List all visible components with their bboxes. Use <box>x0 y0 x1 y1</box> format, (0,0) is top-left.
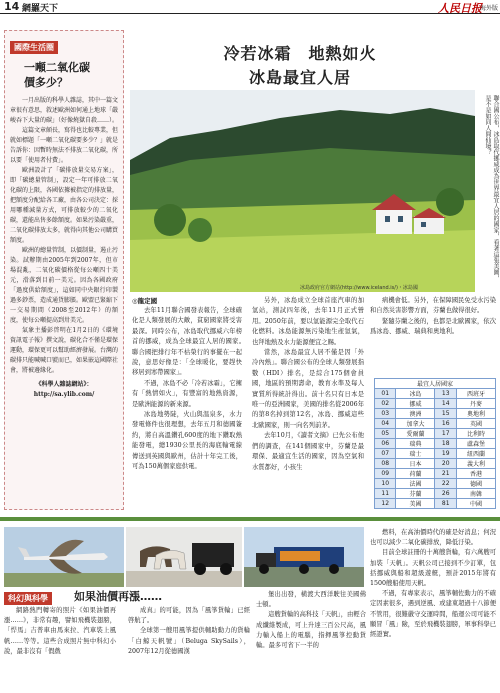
bottom-paragraph: 網路熱門轉寄的照片《如果油價再漲……》，非常有趣，譬如飛機裝翅膀，「悍馬」吉普車由馬來拉、汽車裝上風帆……等等。這些合成照片無中科幻小說，最非沒有「假戲 <box>4 607 116 655</box>
rank-cell: 12 <box>375 499 396 509</box>
sidebar-tag: 國際生活圈 <box>10 41 58 54</box>
bottom-paragraph: 不過，有專家表示，風箏輔佐動力的不確定因素很多，遇到逆風、或建東超過十八節便不管用，很難嚴守交運時間，船運公司可能不願冒「風」險，至於飛機裝翅膀，軍事科學已經證實。 <box>370 590 496 639</box>
sidebar-paragraph: 氣象主播彭啓明在1月2日的《環境資訊電子報》撰文說，碳化合不僅是環保運動，環保更可以幫助經濟發展。台灣的碳排只能喊喊口號而已，如果嵌這國際社會，將被邊緣化。 <box>10 327 119 374</box>
bottom-paragraph: 堡出出發，橫渡大西洋駛往美國佛士頓。 <box>256 591 366 609</box>
sidebar-source <box>10 380 118 400</box>
rank-cell: 02 <box>375 399 396 409</box>
sidebar-title <box>24 60 118 90</box>
bottom-article-title: 如果油價再漲…… <box>74 590 162 603</box>
sidebar-title-line1: 一噸二氧化碳 <box>24 61 90 74</box>
rank-cell: 20 <box>435 459 456 469</box>
rank-cell: 08 <box>375 459 396 469</box>
bottom-paragraph: 這艘貨輪的高科技「天帆」，由輕合成纖維製成，可上升達三百公尺高，風力輸入船上的電腦，指揮風箏控動貨輪。最多可省下一半的 <box>256 611 366 650</box>
livability-ranking-table <box>374 378 496 509</box>
horse-drawn-hummer-photo <box>126 527 242 587</box>
country-cell: 比利時 <box>456 429 495 439</box>
country-cell: 日本 <box>396 459 435 469</box>
sidebar-paragraph: 這篇文章頗長，寫得也比較專業，但就如標題「一噸二氧化碳要多少？」就是告訴你：因暫時無法不排放二氧化碳，所以要「使用者付費」。 <box>10 127 119 164</box>
country-cell: 瑞典 <box>396 439 435 449</box>
country-cell: 丹麥 <box>456 399 495 409</box>
winged-airplane-photo <box>4 527 124 587</box>
rank-cell: 14 <box>435 399 456 409</box>
rank-cell: 26 <box>435 489 456 499</box>
rank-cell: 17 <box>435 429 456 439</box>
article-paragraph: 緊隨芬蘭之後的，也都是北歐國家，依次爲冰島、挪威、瑞典和奧地利。 <box>370 317 496 336</box>
article-paragraph: 去年11月聯合國發表報告，全球確化是人類發展的大敵，貧窮國家將受害最深。同時公布，冰島取代挪威六年榜首的挪威，成為全球最宜人居的國家。 聯合國把排行年不枯榮行的事擺在一起說，意思好像是：「全球暖化，要趕快移居到寒帶國家」。 <box>132 307 249 377</box>
country-cell: 奧地利 <box>456 409 495 419</box>
article-paragraph: 另外，冰島成立全球首座汽車的加氫站，測試四年後，去年11月正式營用。2050年前，要以氫能源完全取代石化燃料。冰島能源無污染地生產氫氣，也拜地熱及水力能源便宜之賜。 <box>252 297 364 346</box>
section-divider <box>0 517 500 521</box>
country-cell: 英國 <box>456 419 495 429</box>
country-cell: 西班牙 <box>456 389 495 399</box>
country-cell: 愛爾蘭 <box>396 429 435 439</box>
rank-cell: 13 <box>435 389 456 399</box>
rank-cell: 01 <box>375 389 396 399</box>
truck-with-sail-illustration <box>244 527 364 587</box>
sidebar-source-url: http://sa.ylib.com/ <box>33 391 95 398</box>
rank-cell: 03 <box>375 409 396 419</box>
table-row <box>375 439 496 449</box>
sidebar-paragraph: 歐洲的總量管制，以價制量，遏止污染。試辦期由2005年到2007年，但市場混亂，二氧化碳價格從每公噸四十美元，滑落到目前一美元。因為各國政府「過度供給額度」，這如同中央銀行印製過多鈔票，造成通貨膨脹。歐盟已緊縮下一交易期間（2008至2012年）的額度，使每公噸提高到卅美元。 <box>10 247 119 324</box>
page-number: 14 <box>4 0 20 13</box>
country-cell: 紐西蘭 <box>456 449 495 459</box>
table-row <box>375 449 496 459</box>
bottom-paragraph: 全球第一艘用風箏提供輔助動力的貨輪「白鯨天帆號」（Beluga SkySails），2007年12月從德國漢 <box>128 627 250 655</box>
rank-cell: 21 <box>435 469 456 479</box>
sidebar-title-line2: 價多少？ <box>24 76 68 89</box>
country-cell: 冰島 <box>396 389 435 399</box>
rank-cell: 15 <box>435 409 456 419</box>
sidebar-paragraph: 歐洲設計了「碳排放量交易方案」，即「碳總量管制」，設定一年可排放二氧化碳的上限，各國依據被指定的排放量，把額度分配給各工廠，由各公司決定：採用哪種減量方式，可排放較少的二氧化碳，還能出售多餘額度。如果污染嚴重，二氧化碳排放太多，就得向其他公司購買額度。 <box>10 167 119 244</box>
country-cell: 盧森堡 <box>456 439 495 449</box>
table-row <box>375 459 496 469</box>
country-cell: 法國 <box>396 479 435 489</box>
kite-cargo-ship-photo <box>244 527 364 587</box>
feature-headline <box>150 42 450 90</box>
newspaper-logo: 人民日报 <box>438 2 482 15</box>
table-row <box>375 469 496 479</box>
article-byline: ◎龍定國 <box>132 297 158 305</box>
rank-cell: 16 <box>435 419 456 429</box>
rank-cell: 11 <box>375 489 396 499</box>
rank-cell: 19 <box>435 449 456 459</box>
page-header <box>0 0 500 14</box>
rank-cell: 22 <box>435 479 456 489</box>
rank-cell: 18 <box>435 439 456 449</box>
country-cell: 德國 <box>456 479 495 489</box>
sidebar-paragraph: 一月出版的科學人雜誌，其中一篇文章很有意思，敘述歐洲如何通上地球「嚴峻吞下大量的碳」（好像燒獄自殺……）。 <box>10 97 119 124</box>
rank-cell: 05 <box>375 429 396 439</box>
rank-cell: 10 <box>375 479 396 489</box>
bottom-section-tag: 科幻與科學 <box>4 592 52 605</box>
bottom-article-column-1 <box>4 606 116 692</box>
article-paragraph: 不過，冰島不必「冷若冰霜」，它擁有「熱情如火」，有豐富的地熱資源，是歐洲能源的新來源。 <box>132 379 242 408</box>
bottom-article-column-3 <box>256 590 366 692</box>
photo-credit: 冰島政府官方網站(http://www.iceland.is/)・冰島國 <box>300 285 418 291</box>
rank-cell: 06 <box>375 439 396 449</box>
rank-cell: 04 <box>375 419 396 429</box>
article-column-1 <box>132 296 249 514</box>
country-cell: 香港 <box>456 469 495 479</box>
table-row <box>375 399 496 409</box>
rank-cell: 09 <box>375 469 396 479</box>
article-paragraph: 病機會低。另外，在保障國民免受水污染和自然災害影響方面，芬蘭也做得很好。 <box>370 297 496 315</box>
bottom-paragraph: 燃料，在高油價時代的確是好消息；何況也可以減少二氧化碳排放，降低汙染。 <box>370 529 496 547</box>
article-paragraph: 冰島地勢陡，火山與温泉多，水力發電條件也很理想，去年五月和德國簽約，將自高溫鑽孔600度的地下鑽取熱能發電，總1930公里長的海底輸電線傳送到英國與歐州，估計十年完工後，可為150萬個家庭供電。 <box>132 411 242 471</box>
table-row <box>375 409 496 419</box>
horses-pulling-jeep-illustration <box>126 527 242 587</box>
headline-line2: 冰島最宜人居 <box>248 68 351 87</box>
country-cell: 南韓 <box>456 489 495 499</box>
iceland-landscape-photo <box>130 90 475 292</box>
country-cell: 加拿大 <box>396 419 435 429</box>
country-cell: 中國 <box>456 499 495 509</box>
country-cell: 芬蘭 <box>396 489 435 499</box>
table-row <box>375 419 496 429</box>
table-row <box>375 429 496 439</box>
table-row <box>375 389 496 399</box>
sidebar-article <box>4 30 124 510</box>
article-paragraph: 去年10月，《讀者文摘》已先公布他們的調查，在141個國家中，芬蘭是最環保、最適宜生活的國家，因為空氣和水質都好，小孩生 <box>252 432 364 471</box>
section-name: 網羅天下 <box>22 4 59 14</box>
article-paragraph: 當然，冰島最宜人居不僅是因「外冷內熱」。聯合國公布的全球人類發展指數（HDI）排名，是綜合175個會員國，地區的預期壽命，教育水準及每人實質所得統計得出。前十名只有日本是唯一的亞洲國家，美國的排名從2006年的第8名掉到第12名，冰島、挪威這些北歐國家，則一向名列前茅。 <box>252 349 364 429</box>
rank-cell: 81 <box>435 499 456 509</box>
table-row <box>375 479 496 489</box>
bottom-paragraph: 成真」的可能，因為「風箏貨輪」已經啓航了。 <box>128 607 250 625</box>
headline-line1: 冷若冰霜 地熱如火 <box>223 44 377 63</box>
airplane-with-wings-illustration <box>4 527 124 587</box>
bottom-paragraph: 目前全球註冊的十萬艘貨輪，有六萬艘可加裝「天帆」。天帆公司已接到不少訂單，包括挪威與船和超級遊艇，預計2015年將有1500艘船使用天帆。 <box>370 549 496 588</box>
photo-caption: 聯合國公布，冰島取代挪威成為世界最宜人居的國家，看著這張美圖，是不是如同人間仙境？ <box>484 95 499 281</box>
table-row <box>375 489 496 499</box>
newspaper-edition: 海外版 <box>479 5 498 12</box>
rank-cell: 07 <box>375 449 396 459</box>
country-cell: 義大利 <box>456 459 495 469</box>
ranking-title: 最宜人居國家 <box>375 379 496 389</box>
sidebar-source-label: 《科學人雜誌網站》： <box>35 381 93 388</box>
country-cell: 澳洲 <box>396 409 435 419</box>
country-cell: 荷蘭 <box>396 469 435 479</box>
bottom-article-column-4 <box>370 528 496 692</box>
bottom-article-column-2 <box>128 606 250 692</box>
article-column-3 <box>370 296 496 374</box>
iceland-landscape-illustration <box>130 90 475 292</box>
table-row <box>375 499 496 509</box>
country-cell: 挪威 <box>396 399 435 409</box>
country-cell: 瑞士 <box>396 449 435 459</box>
article-column-2 <box>252 296 364 514</box>
country-cell: 美國 <box>396 499 435 509</box>
